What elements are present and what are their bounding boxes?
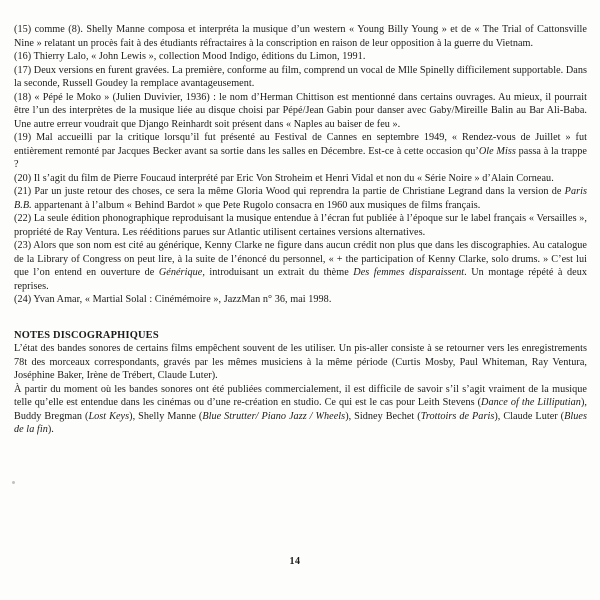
text-run: (21) Par un juste retour des choses, ce sera la même Gloria Wood qui reprendra la partie de Christiane Legrand dans la version de	[14, 186, 565, 197]
text-run: ), Buddy Bregman (	[14, 397, 587, 422]
footnote-16	[14, 50, 587, 64]
text-run: appartenant à l’album « Behind Bardot » que Pete Rugolo consacra en 1960 aux musiques de films français.	[31, 199, 481, 211]
italic-title: Générique	[158, 267, 203, 278]
text-run: (24) Yvan Amar, « Martial Solal : Cinémémoire », JazzMan n° 36, mai 1998.	[14, 294, 332, 305]
italic-title: Des femmes disparaissent	[353, 267, 465, 278]
scan-speck	[12, 481, 15, 484]
discography-paragraph-2	[14, 383, 587, 437]
text-run: ), Sidney Bechet (	[345, 410, 421, 422]
italic-title: Lost Keys	[88, 410, 130, 422]
text-run: (15) comme (8). Shelly Manne composa et interpréta la musique d’un western « Young Billy Young » et de « The Trial of Cattonsville Nine » relatant un procès fait à des étudiants réfractaires à la conscription en raison de leur opposition à la guerre du Vietnam.	[14, 24, 587, 49]
footnote-15	[14, 23, 587, 50]
text-run: (19) Mal accueilli par la critique lorsqu’il fut présenté au Festival de Cannes en septembre 1949, « Rendez-vous de Juillet » fut entièrement remonté par Jacques Becker avant sa sortie dans les salles en Décembre. Est-ce à cette occasion qu’	[14, 132, 587, 157]
italic-title: Dance of the Lilliputian	[481, 397, 581, 408]
discography-section	[14, 329, 587, 437]
italic-title: Trottoirs de Paris	[420, 410, 495, 422]
footnote-19	[14, 131, 587, 172]
footnote-18	[14, 91, 587, 132]
footnotes-section	[14, 23, 587, 307]
footnote-22	[14, 212, 587, 239]
discography-paragraphs	[14, 342, 587, 437]
italic-title: Ole Miss	[478, 145, 516, 157]
footnote-20	[14, 172, 587, 186]
text-run: (17) Deux versions en furent gravées. La première, conforme au film, comprend un vocal de Mlle Spinelly difficilement supportable. Dans la seconde, Russell Goudey la remplace avantageusement.	[14, 64, 587, 89]
text-run: (16) Thierry Lalo, « John Lewis », collection Mood Indigo, éditions du Limon, 1991.	[14, 51, 366, 62]
text-run: (20) Il s’agit du film de Pierre Foucaud interprété par Eric Von Stroheim et Henri Vidal et non du « Série Noire » d’Alain Corneau.	[14, 172, 554, 184]
text-run: , introduisant un extrait du thème	[202, 267, 354, 278]
text-block	[14, 23, 587, 437]
italic-title: Blues de la fin	[14, 410, 588, 435]
italic-title: Blue Strutter/ Piano Jazz / Wheels	[202, 410, 346, 422]
text-run: ).	[47, 424, 54, 435]
text-run: (23) Alors que son nom est cité au générique, Kenny Clarke ne figure dans aucun crédit non plus que dans les discographies. Au catalogue de la Library of Congress on peut lire, à la suite de l’énoncé du personnel, « + the participation of Kenny Clarke, solo drums. » C’est lui que l’on entend en ouverture de	[14, 240, 587, 278]
discography-paragraph-1	[14, 342, 587, 383]
footnote-24	[14, 293, 587, 307]
italic-title: Paris B.B.	[14, 186, 587, 211]
text-run: L’état des bandes sonores de certains films empêchent souvent de les utiliser. Un pis-aller consiste à se retourner vers les enregistrements 78t des morceaux correspondants, gravés par les mêmes musiciens à la même période (Curtis Mosby, Paul Whiteman, Ray Ventura, Joséphine Baker, Irène de Trébert, Claude Luter).	[14, 343, 587, 381]
text-run: (18) « Pépé le Moko » (Julien Duvivier, 1936) : le nom d’Herman Chittison est mentionné dans certains ouvrages. Au mieux, il pourrait être l’un des interprètes de la musique liée au disque choisi par Pépé/Jean Gabin pour danser avec Gaby/Mireille Balin au Bar Ali-Baba. Une autre erreur voudrait que Django Reinhardt soit présent dans « Naples au baiser de feu ».	[14, 91, 587, 130]
text-run: . Un montage répété à deux reprises.	[14, 267, 587, 292]
text-run: ), Shelly Manne (	[129, 410, 203, 422]
text-run: passa à la trappe ?	[14, 145, 587, 170]
footnote-23	[14, 239, 587, 293]
footnote-21	[14, 185, 587, 212]
discography-heading: NOTES DISCOGRAPHIQUES	[14, 329, 159, 341]
text-run: À partir du moment où les bandes sonores ont été publiées commercialement, il est difficile de savoir s’il s’agit vraiment de la musique telle qu’elle est entendue dans les cinémas ou d’une re-création en studio. Ce qui est le cas pour Leith Stevens (	[14, 383, 587, 408]
footnote-17	[14, 64, 587, 91]
text-run: (22) La seule édition phonographique reproduisant la musique entendue à l’écran fut publiée à l’époque sur le label français « Versailles », propriété de Ray Ventura. Les rééditions parues sur Atlantic utilisent certaines versions alternatives.	[14, 213, 587, 238]
page-number: 14	[289, 556, 301, 567]
text-run: ), Claude Luter (	[494, 410, 565, 422]
